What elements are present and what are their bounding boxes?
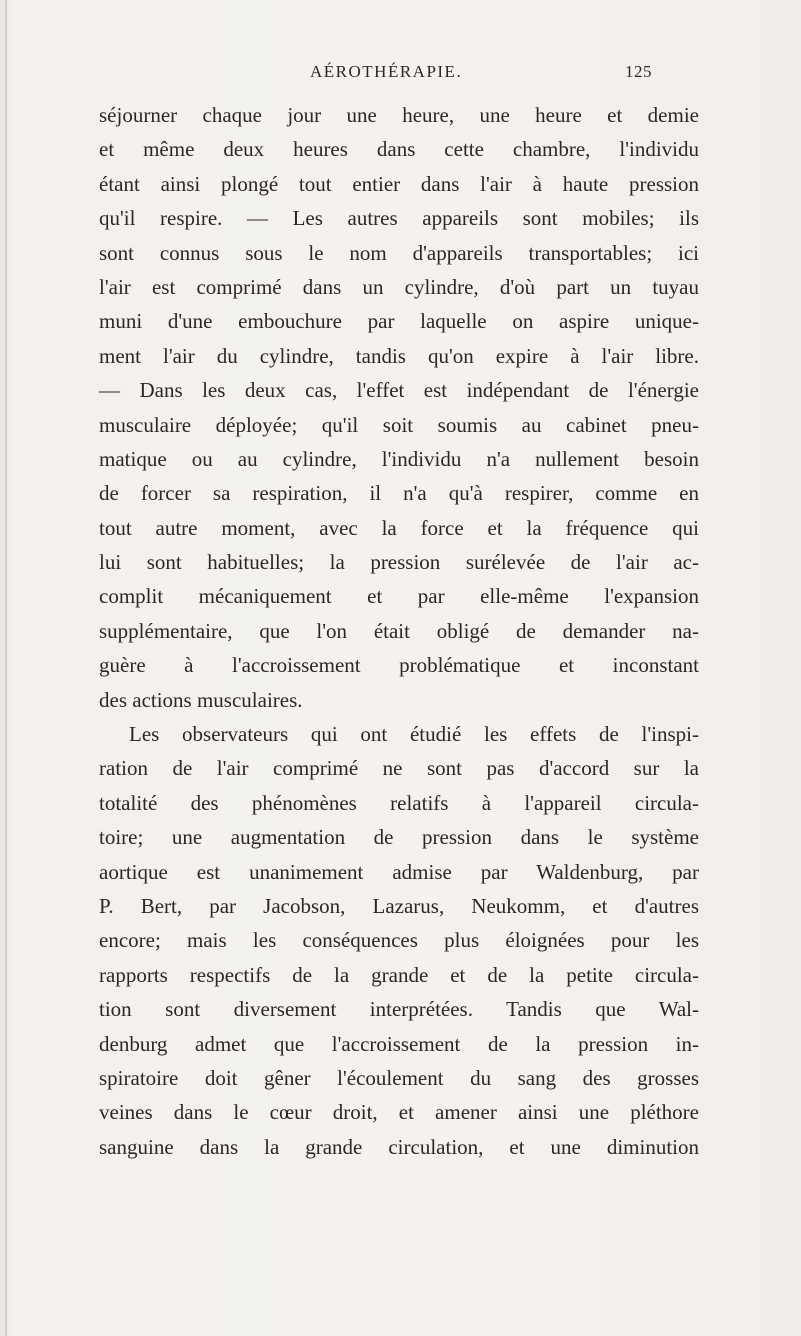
- text-line: sanguine dans la grande circulation, et une diminution: [99, 1134, 699, 1159]
- text-line: — Dans les deux cas, l'effet est indépendant de l'énergie: [99, 378, 699, 403]
- text-line: qu'il respire. — Les autres appareils sont mobiles; ils: [99, 206, 699, 231]
- text-line: supplémentaire, que l'on était obligé de demander na-: [99, 618, 699, 643]
- text-line: et même deux heures dans cette chambre, l'individu: [99, 137, 699, 162]
- text-line: encore; mais les conséquences plus éloignées pour les: [99, 928, 699, 953]
- text-line: veines dans le cœur droit, et amener ainsi une pléthore: [99, 1100, 699, 1125]
- text-line: tout autre moment, avec la force et la fréquence qui: [99, 515, 699, 540]
- running-title: AÉROTHÉRAPIE.: [310, 62, 463, 81]
- text-line: séjourner chaque jour une heure, une heure et demie: [99, 103, 699, 127]
- text-line: totalité des phénomènes relatifs à l'appareil circula-: [99, 790, 699, 815]
- text-line: spiratoire doit gêner l'écoulement du sang des grosses: [99, 1065, 699, 1090]
- text-line: ment l'air du cylindre, tandis qu'on expire à l'air libre.: [99, 343, 699, 368]
- text-line: lui sont habituelles; la pression surélevée de l'air ac-: [99, 550, 699, 575]
- text-line: denburg admet que l'accroissement de la pression in-: [99, 1031, 699, 1056]
- text-line: complit mécaniquement et par elle-même l'expansion: [99, 584, 699, 609]
- text-line: muni d'une embouchure par laquelle on aspire unique-: [99, 309, 699, 334]
- text-line: rapports respectifs de la grande et de la petite circula-: [99, 962, 699, 987]
- text-line: l'air est comprimé dans un cylindre, d'où part un tuyau: [99, 274, 699, 299]
- page-number: 125: [625, 62, 652, 81]
- text-line: des actions musculaires.: [99, 687, 303, 712]
- text-line: ration de l'air comprimé ne sont pas d'accord sur la: [99, 756, 699, 781]
- text-line: sont connus sous le nom d'appareils transportables; ici: [99, 240, 699, 265]
- binding-gutter: [5, 0, 7, 1336]
- text-line: Les observateurs qui ont étudié les effets de l'inspi-: [129, 722, 699, 747]
- text-line: de forcer sa respiration, il n'a qu'à respirer, comme en: [99, 481, 699, 506]
- text-line: musculaire déployée; qu'il soit soumis au cabinet pneu-: [99, 412, 699, 437]
- text-line: tion sont diversement interprétées. Tandis que Wal-: [99, 997, 699, 1022]
- text-line: aortique est unanimement admise par Waldenburg, par: [99, 859, 699, 884]
- text-line: toire; une augmentation de pression dans le système: [99, 825, 699, 850]
- running-header: [310, 62, 652, 86]
- text-line: P. Bert, par Jacobson, Lazarus, Neukomm, et d'autres: [99, 893, 699, 918]
- text-line: étant ainsi plongé tout entier dans l'air à haute pression: [99, 171, 699, 196]
- text-line: matique ou au cylindre, l'individu n'a nullement besoin: [99, 446, 699, 471]
- text-line: guère à l'accroissement problématique et inconstant: [99, 653, 699, 678]
- body-text: [99, 98, 699, 1164]
